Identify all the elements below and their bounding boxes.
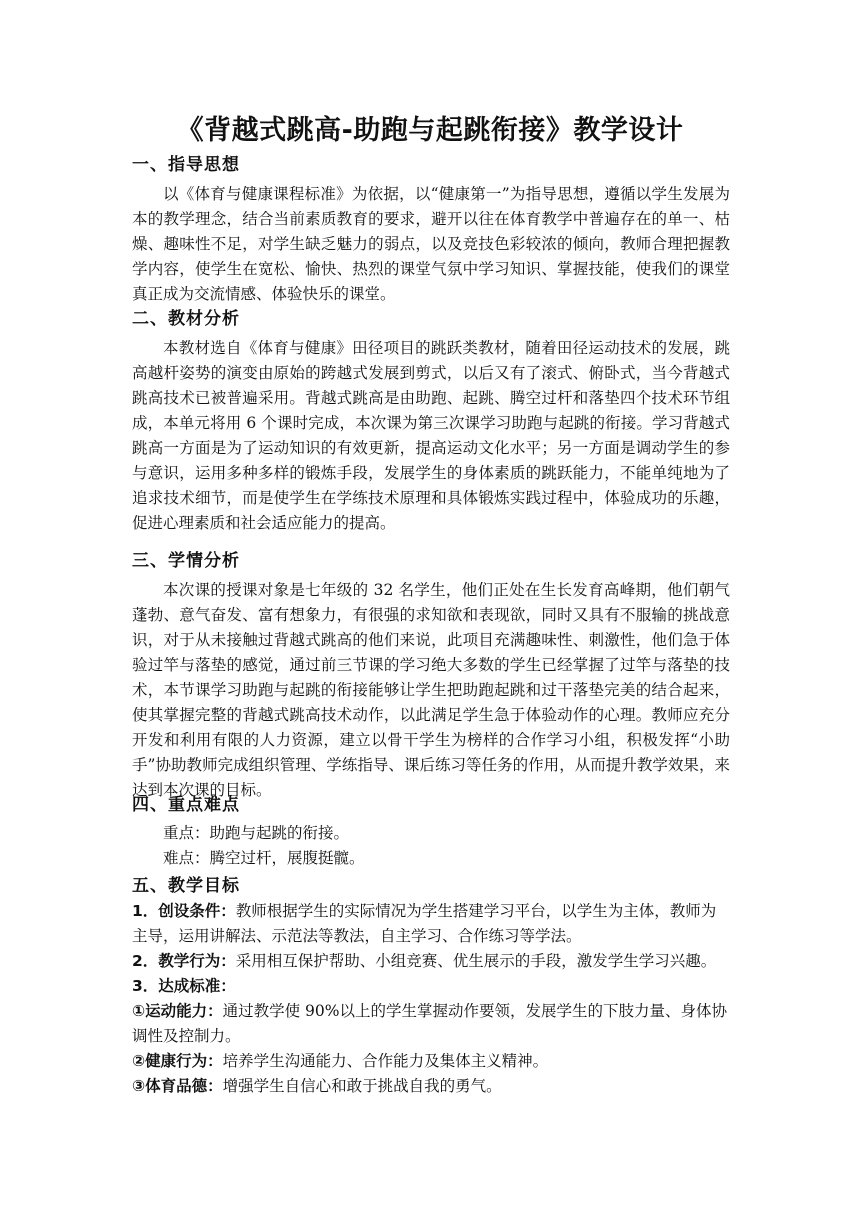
section-guiding-ideology xyxy=(132,150,730,307)
objective-label: 1．创设条件： xyxy=(132,902,236,920)
section-teaching-objectives xyxy=(132,871,730,1099)
objective-text: 采用相互保护帮助、小组竞赛、优生展示的手段，激发学生学习兴趣。 xyxy=(235,952,717,970)
standard-text: 培养学生沟通能力、合作能力及集体主义精神。 xyxy=(222,1052,549,1070)
objective-item-3: 3．达成标准： xyxy=(132,977,236,995)
standard-text: 增强学生自信心和敢于挑战自我的勇气。 xyxy=(222,1077,502,1095)
objective-text: 教师根据学生的实际情况为学生搭建学习平台，以学生为主体，教师为主导，运用讲解法、示范法等教法，自主学习、合作练习等学法。 xyxy=(132,902,717,945)
section-heading: 三、学情分析 xyxy=(132,551,240,571)
section-heading: 五、教学目标 xyxy=(132,876,240,896)
standard-label: ①运动能力： xyxy=(132,1002,223,1020)
objective-item-1 xyxy=(132,899,730,949)
section-paragraph: 本次课的授课对象是七年级的 32 名学生，他们正处在生长发育高峰期，他们朝气蓬勃、意气奋发、富有想象力，有很强的求知欲和表现欲，同时又具有不服输的挑战意识，对于从未接触过背越式跳高的他们来说，此项目充满趣味性、刺激性，他们急于体验过竿与落垫的感觉，通过前三节课的学习绝大多数的学生已经掌握了过竿与落垫的技术，本节课学习助跑与起跳的衔接能够让学生把助跑起跳和过干落垫完美的结合起来，使其掌握完整的背越式跳高技术动作，以此满足学生急于体验动作的心理。教师应充分开发和利用有限的人力资源，建立以骨干学生为榜样的合作学习小组，积极发挥“小助手”协助教师完成组织管理、学练指导、课后练习等任务的作用，从而提升教学效果，来达到本次课的目标。 xyxy=(132,581,730,799)
standard-motor-ability xyxy=(132,999,730,1049)
objective-item-2 xyxy=(132,949,730,974)
section-material-analysis xyxy=(132,304,730,536)
section-heading: 一、指导思想 xyxy=(132,155,240,175)
objective-label: 2．教学行为： xyxy=(132,952,236,970)
section-student-analysis xyxy=(132,546,730,803)
standard-label: ②健康行为： xyxy=(132,1052,223,1070)
standard-text: 通过教学使 90%以上的学生掌握动作要领，发展学生的下肢力量、身体协调性及控制力。 xyxy=(132,1002,728,1045)
section-paragraph: 本教材选自《体育与健康》田径项目的跳跃类教材，随着田径运动技术的发展，跳高越杆姿势的演变由原始的跨越式发展到剪式，以后又有了滚式、俯卧式，当今背越式跳高技术已被普遍采用。背越式跳高是由助跑、起跳、腾空过杆和落垫四个技术环节组成，本单元将用 6 个课时完成，本次课为第三次课学习助跑与起跳的衔接。学习背越式跳高一方面是为了运动知识的有效更新，提高运动文化水平；另一方面是调动学生的参与意识，运用多种多样的锻炼手段，发展学生的身体素质的跳跃能力，不能单纯地为了追求技术细节，而是使学生在学练技术原理和具体锻炼实践过程中，体验成功的乐趣，促进心理素质和社会适应能力的提高。 xyxy=(132,339,730,532)
section-heading: 二、教材分析 xyxy=(132,309,240,329)
section-key-difficult-points xyxy=(132,790,730,871)
section-heading: 四、重点难点 xyxy=(132,795,240,815)
document-title: 《背越式跳高-助跑与起跳衔接》教学设计 xyxy=(176,115,684,146)
difficult-point: 难点：腾空过杆，展腹挺髋。 xyxy=(163,849,365,867)
section-paragraph: 以《体育与健康课程标准》为依据，以“健康第一”为指导思想，遵循以学生发展为本的教学理念，结合当前素质教育的要求，避开以往在体育教学中普遍存在的单一、枯燥、趣味性不足，对学生缺乏魅力的弱点，以及竞技色彩较浓的倾向，教师合理把握教学内容，使学生在宽松、愉快、热烈的课堂气氛中学习知识、掌握技能，使我们的课堂真正成为交流情感、体验快乐的课堂。 xyxy=(132,185,730,303)
key-point: 重点：助跑与起跳的衔接。 xyxy=(163,824,350,842)
standard-label: ③体育品德： xyxy=(132,1077,223,1095)
standard-sports-morality xyxy=(132,1074,730,1099)
standard-health-behavior xyxy=(132,1049,730,1074)
